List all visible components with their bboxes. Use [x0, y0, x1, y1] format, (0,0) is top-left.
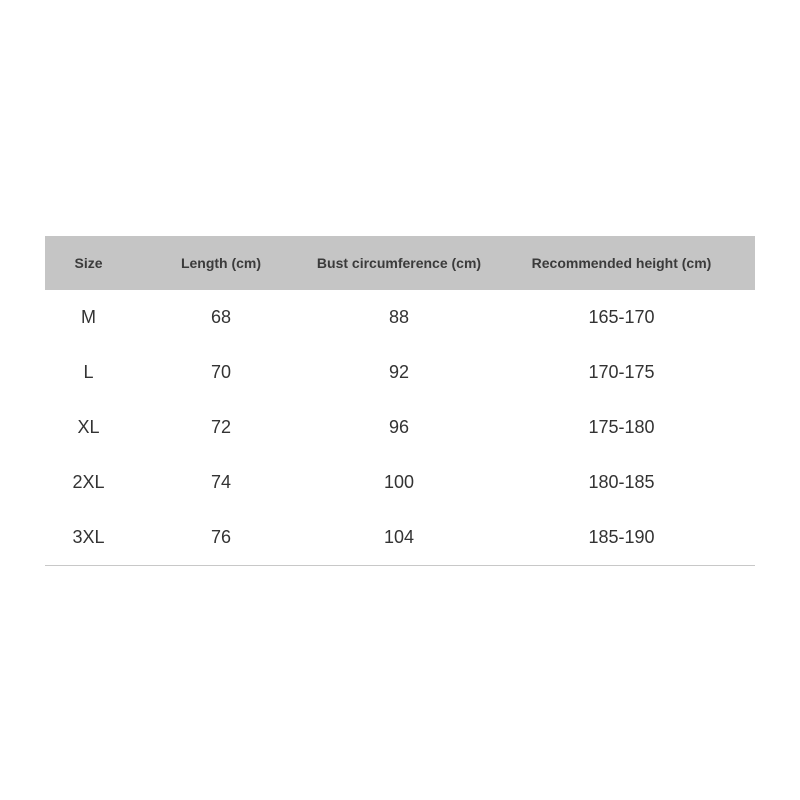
cell-height: 170-175: [588, 362, 655, 382]
cell-length: 68: [210, 307, 232, 327]
table-body: [45, 290, 755, 565]
table-row: [45, 290, 755, 345]
cell-size: 3XL: [45, 510, 132, 565]
header-height: Recommended height (cm): [531, 255, 712, 271]
cell-height: 185-190: [488, 510, 755, 565]
cell-bust: 92: [388, 362, 410, 382]
header-row: [45, 236, 755, 290]
cell-height: 180-185: [588, 472, 655, 492]
cell-length: 70: [210, 362, 232, 382]
table-row: [45, 345, 755, 400]
table-row: [45, 400, 755, 455]
cell-bust: 88: [388, 307, 410, 327]
header-size: Size: [74, 255, 103, 271]
table-row: [45, 510, 755, 565]
cell-length: 72: [210, 417, 232, 437]
cell-size: L: [83, 362, 94, 382]
cell-length: 76: [132, 510, 310, 565]
cell-height: 165-170: [588, 307, 655, 327]
table-row: [45, 455, 755, 510]
size-chart-table: [45, 236, 755, 566]
cell-bust: 96: [388, 417, 410, 437]
cell-size: XL: [77, 417, 100, 437]
cell-length: 74: [210, 472, 232, 492]
table-header: [45, 236, 755, 290]
cell-bust: 104: [310, 510, 488, 565]
cell-bust: 100: [383, 472, 415, 492]
cell-size: M: [81, 307, 96, 327]
cell-height: 175-180: [588, 417, 655, 437]
header-bust: Bust circumference (cm): [316, 255, 482, 271]
cell-size: 2XL: [72, 472, 105, 492]
header-length: Length (cm): [180, 255, 262, 271]
